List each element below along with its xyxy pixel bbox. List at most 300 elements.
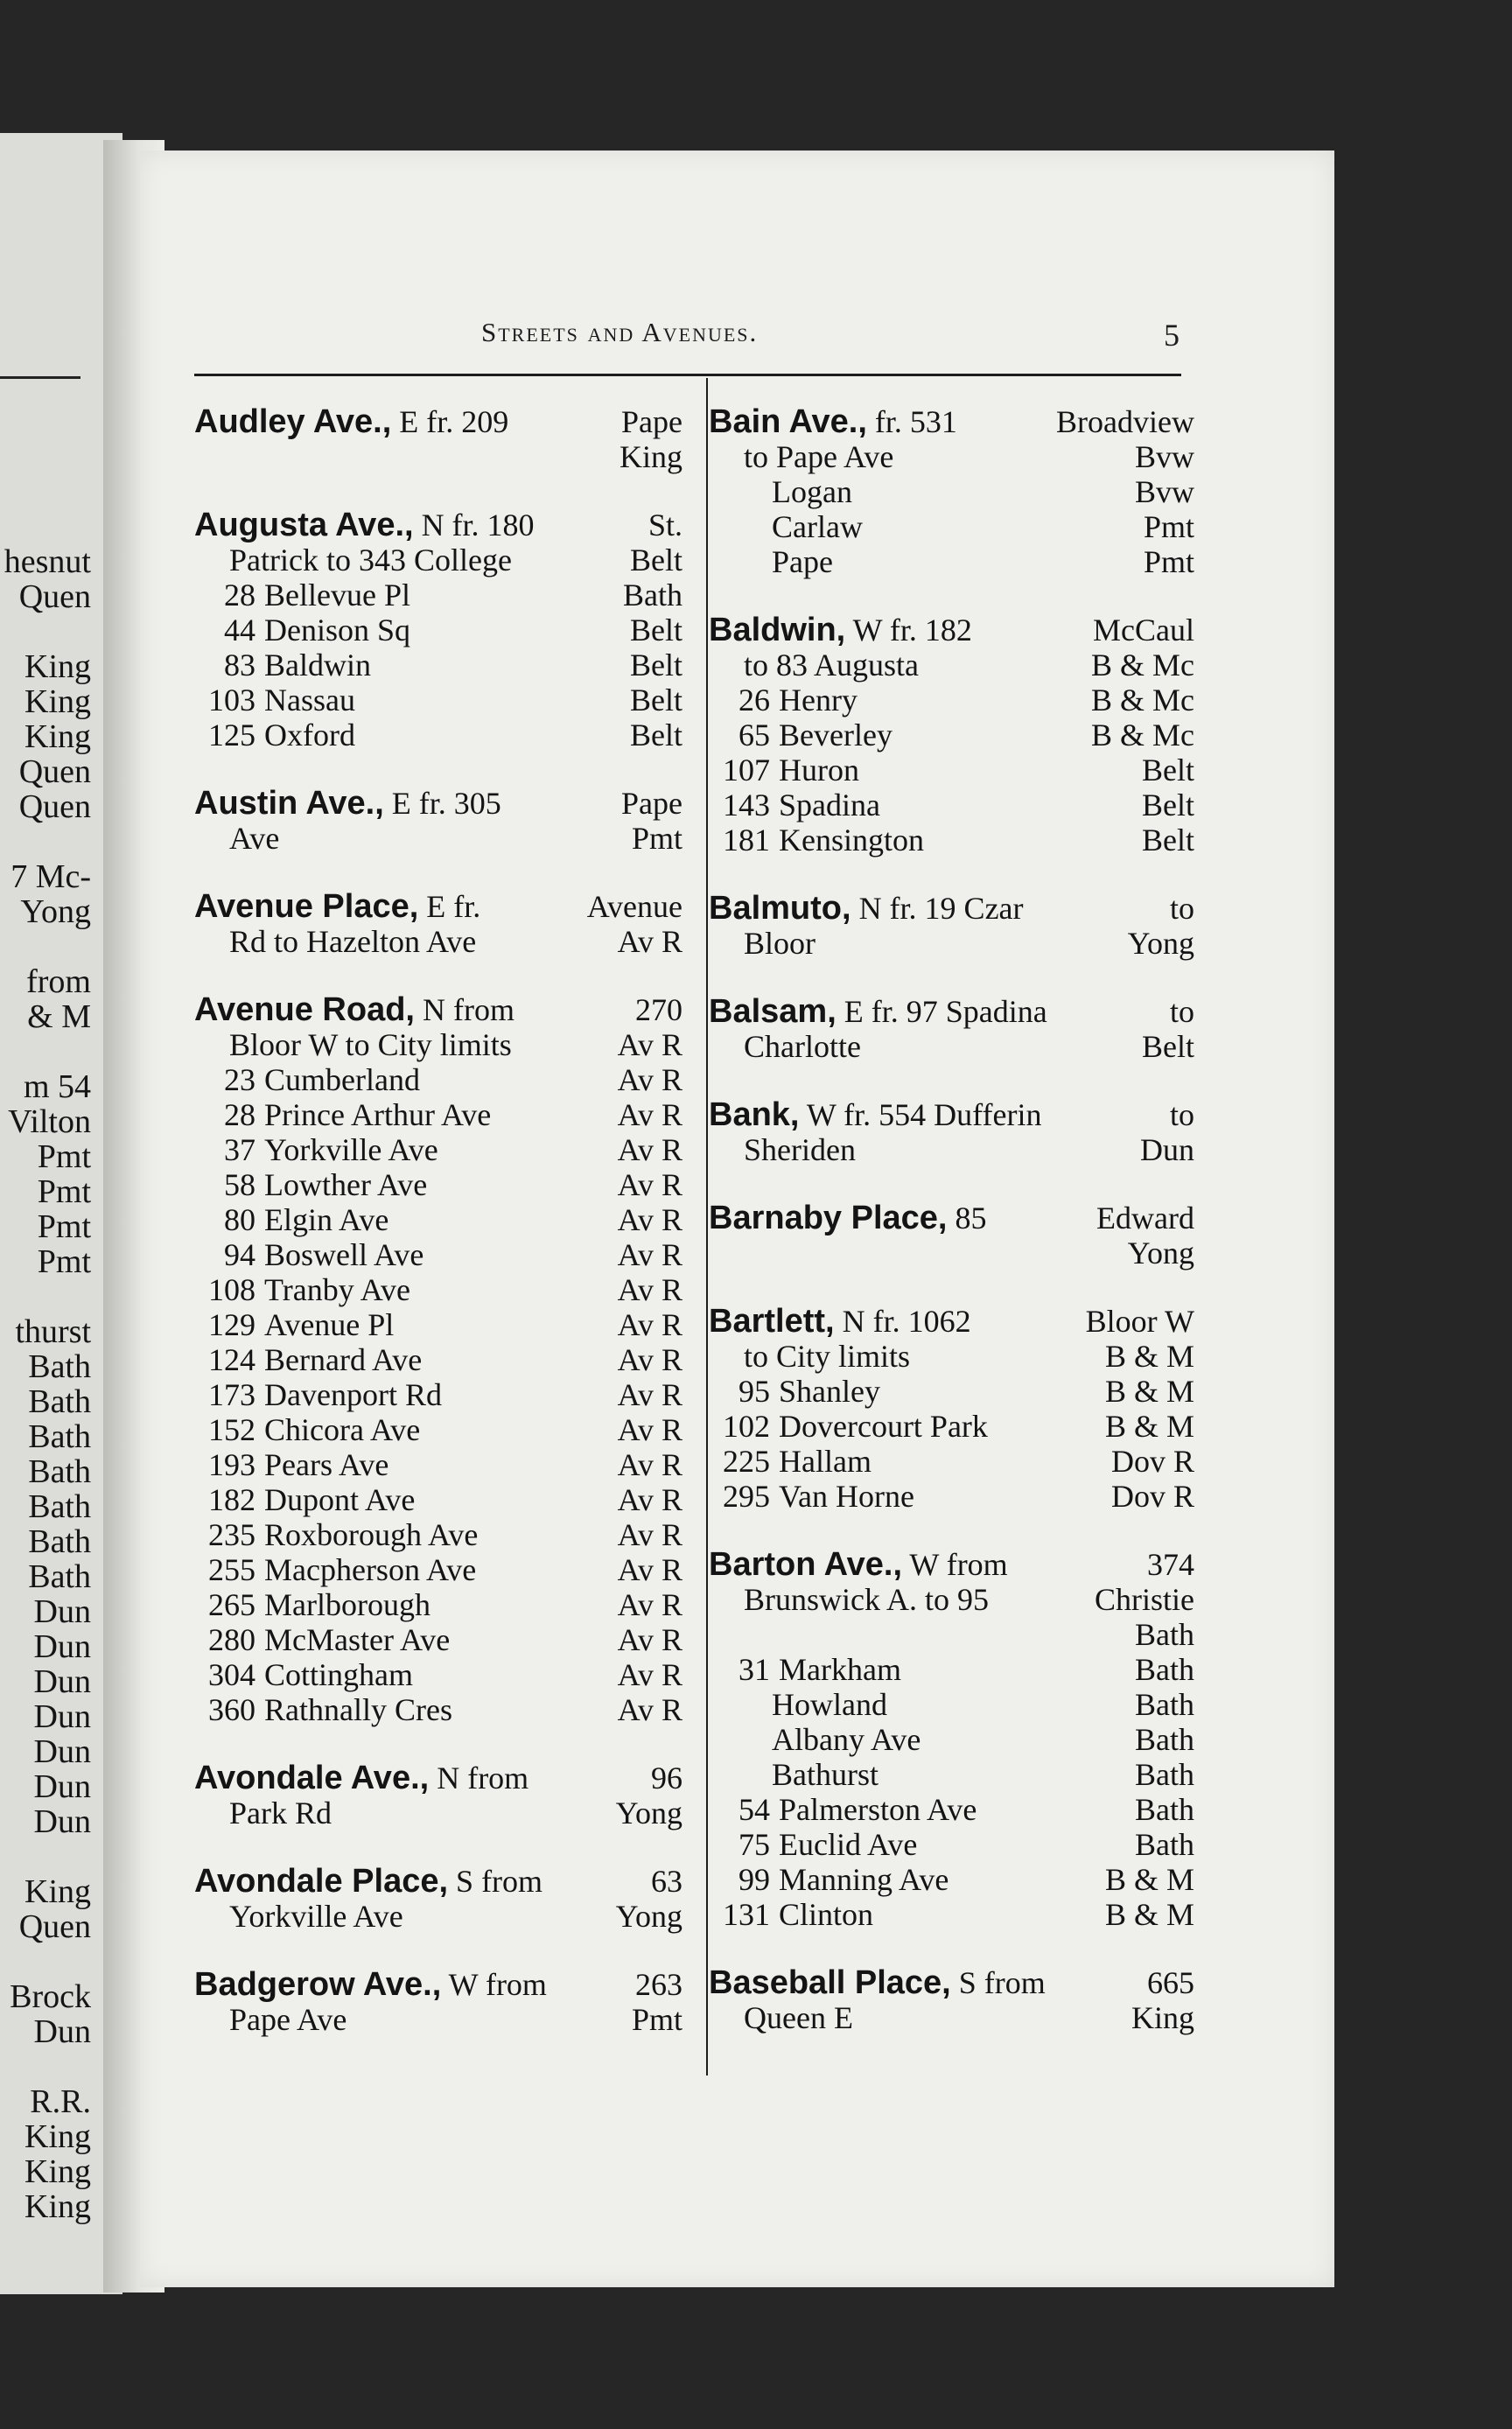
district-code: Belt (1142, 788, 1194, 822)
street-number: 143 (723, 788, 770, 822)
district-code: Av R (617, 1307, 682, 1342)
line-text: Cottingham (264, 1657, 413, 1692)
district-code: Av R (617, 1622, 682, 1657)
district-code: 270 (635, 992, 682, 1027)
street-name: Baldwin, (709, 612, 846, 648)
line-text-group (709, 1409, 1095, 1444)
facing-page-fragment: Vilton (8, 1104, 91, 1139)
district-code: Belt (1142, 752, 1194, 788)
cross-street-line (194, 718, 682, 752)
facing-page-fragment: Bath (28, 1524, 91, 1559)
entry-heading-line (709, 1097, 1194, 1132)
cross-street-line (709, 1479, 1194, 1514)
street-entry (194, 889, 682, 959)
district-code: to (1169, 1097, 1194, 1132)
cross-street-line (194, 1622, 682, 1657)
cross-street-line (194, 1062, 682, 1097)
line-text: to Pape Ave (744, 439, 894, 474)
street-entry (709, 891, 1194, 961)
line-text-group (194, 404, 611, 439)
line-text-group (194, 889, 577, 924)
line-text-group (194, 1517, 607, 1552)
cross-street-line (194, 682, 682, 718)
entry-heading-line (194, 992, 682, 1027)
line-text: Baldwin (264, 648, 371, 682)
street-name: Avondale Ave., (194, 1760, 430, 1796)
district-code: Av R (617, 1482, 682, 1517)
street-number: 28 (224, 578, 256, 612)
street-number: 181 (723, 822, 770, 858)
line-text-group (194, 1062, 607, 1097)
line-text-group (709, 1687, 1124, 1722)
line-text: Bathurst (772, 1757, 878, 1792)
line-text: Rathnally Cres (264, 1692, 452, 1727)
line-text: Bloor W to City limits (229, 1027, 512, 1062)
district-code: Belt (630, 648, 682, 682)
line-text: Dovercourt Park (779, 1409, 988, 1444)
line-text: McMaster Ave (264, 1622, 451, 1657)
facing-page-fragment (0, 1034, 91, 1069)
line-text-group (709, 1200, 1086, 1236)
line-text-group (194, 1657, 607, 1692)
street-number: 182 (208, 1482, 256, 1517)
entry-line (709, 1582, 1194, 1617)
street-name: Avenue Place, (194, 889, 419, 924)
line-text: W fr. 182 (852, 612, 972, 648)
line-text-group (709, 1097, 1159, 1132)
district-code: Edward (1096, 1200, 1194, 1236)
street-entry (194, 1967, 682, 2037)
street-number: 193 (208, 1447, 256, 1482)
facing-page-fragment: Pmt (37, 1209, 91, 1244)
district-code: Av R (617, 1552, 682, 1587)
line-text: N fr. 180 (421, 508, 535, 542)
facing-page-fragment: Bath (28, 1419, 91, 1454)
entry-line (709, 474, 1194, 509)
street-number: 65 (738, 718, 770, 752)
street-number: 280 (208, 1622, 256, 1657)
cross-street-line (194, 1377, 682, 1412)
facing-page-fragment: Dun (33, 1734, 91, 1769)
entry-line (709, 2000, 1194, 2035)
header-rule (194, 374, 1181, 376)
street-entry (194, 508, 682, 752)
district-code: Av R (617, 1062, 682, 1097)
district-code: Dov R (1110, 1444, 1194, 1479)
street-name: Barnaby Place, (709, 1200, 948, 1236)
street-entry (194, 404, 682, 474)
line-text: to 83 Augusta (744, 648, 920, 682)
line-text: N fr. 1062 (842, 1304, 971, 1339)
line-text: Pape Ave (229, 2002, 347, 2037)
street-name: Bain Ave., (709, 404, 867, 439)
cross-street-line (194, 648, 682, 682)
line-text-group (194, 1377, 607, 1412)
entry-line (194, 924, 682, 959)
facing-page-fragment: King (24, 719, 91, 754)
entry-heading-line (709, 1200, 1194, 1236)
entry-line (709, 1687, 1194, 1722)
facing-page-fragment: Quen (18, 1909, 91, 1944)
entry-heading-line (709, 1304, 1194, 1339)
street-number: 26 (738, 682, 770, 718)
district-code: Av R (617, 1027, 682, 1062)
line-text-group (194, 1027, 607, 1062)
running-head: Streets and Avenues. (481, 317, 759, 347)
line-text-group (709, 1757, 1124, 1792)
cross-street-line (194, 1097, 682, 1132)
street-number: 94 (224, 1237, 256, 1272)
street-number: 95 (738, 1374, 770, 1409)
entry-heading-line (194, 889, 682, 924)
line-text: Logan (772, 474, 852, 509)
line-text: W fr. 554 Dufferin (806, 1097, 1042, 1132)
street-number: 54 (738, 1792, 770, 1827)
facing-page-fragment: Pmt (37, 1244, 91, 1279)
line-text-group (709, 752, 1131, 788)
line-text-group (194, 1692, 607, 1727)
cross-street-line (194, 612, 682, 648)
line-text: N from (422, 992, 514, 1027)
entry-line (194, 542, 682, 578)
street-entry (709, 1304, 1194, 1514)
line-text: Clinton (779, 1897, 874, 1932)
line-text: Patrick to 343 College (229, 542, 512, 578)
street-number: 235 (208, 1517, 256, 1552)
line-text-group (709, 1652, 1124, 1687)
entry-line (194, 821, 682, 856)
line-text-group (194, 1167, 607, 1202)
district-code: B & Mc (1090, 718, 1194, 752)
entry-heading-line (709, 1965, 1194, 2000)
cross-street-line (709, 1652, 1194, 1687)
district-code: to (1169, 994, 1194, 1029)
line-text: Marlborough (264, 1587, 430, 1622)
street-number: 304 (208, 1657, 256, 1692)
cross-street-line (709, 1897, 1194, 1932)
street-entry (709, 1547, 1194, 1932)
district-code: Pape (621, 786, 682, 821)
facing-page-fragment: Dun (33, 1629, 91, 1664)
district-code: B & M (1104, 1339, 1194, 1374)
facing-page-fragment: thurst (15, 1314, 91, 1349)
district-code: Bath (1135, 1827, 1194, 1862)
line-text-group (709, 509, 1133, 544)
district-code: 96 (651, 1760, 682, 1796)
facing-page-fragment: m 54 (23, 1069, 91, 1104)
district-code: Yong (1127, 926, 1194, 961)
line-text: E fr. 209 (399, 404, 509, 439)
line-text: Davenport Rd (264, 1377, 442, 1412)
line-text-group (194, 1796, 606, 1830)
line-text-group (709, 682, 1081, 718)
district-code: King (620, 439, 682, 474)
line-text-group (709, 926, 1117, 961)
street-name: Audley Ave., (194, 404, 392, 439)
district-code: 263 (635, 1967, 682, 2002)
line-text-group (709, 1339, 1095, 1374)
line-text: Denison Sq (264, 612, 411, 648)
line-text: Avenue Pl (264, 1307, 395, 1342)
line-text: Huron (779, 752, 859, 788)
line-text-group (709, 1965, 1137, 2000)
facing-page-fragment: Dun (33, 1664, 91, 1699)
facing-page-fragment: 7 Mc- (10, 859, 91, 894)
facing-page-fragment: Pmt (37, 1174, 91, 1209)
district-code: Bath (623, 578, 682, 612)
street-entry (194, 992, 682, 1727)
cross-street-line (709, 788, 1194, 822)
district-code: 63 (651, 1864, 682, 1899)
street-number: 37 (224, 1132, 256, 1167)
district-code: Belt (630, 612, 682, 648)
facing-page-fragment: Quen (18, 754, 91, 789)
district-code: Belt (630, 682, 682, 718)
facing-page-fragment: Bath (28, 1454, 91, 1489)
line-text: Bellevue Pl (264, 578, 410, 612)
entry-line (709, 1029, 1194, 1064)
line-text-group (194, 1447, 607, 1482)
entry-heading-line (709, 404, 1194, 439)
line-text-group (194, 508, 638, 542)
entry-line (709, 1757, 1194, 1792)
line-text: Yorkville Ave (264, 1132, 438, 1167)
entry-heading-line (194, 1864, 682, 1899)
line-text-group (194, 1622, 607, 1657)
line-text: Ave (229, 821, 280, 856)
line-text: Albany Ave (772, 1722, 921, 1757)
street-number: 103 (208, 682, 256, 718)
street-name: Avondale Place, (194, 1864, 449, 1899)
facing-page-fragment (0, 824, 91, 859)
facing-page-fragment: Dun (33, 1699, 91, 1734)
street-number: 58 (224, 1167, 256, 1202)
line-text-group (194, 612, 620, 648)
facing-page-fragment: Brock (10, 1979, 91, 2014)
line-text-group (709, 1374, 1095, 1409)
facing-page-fragment: Dun (33, 1594, 91, 1629)
district-code: Av R (617, 1132, 682, 1167)
line-text-group (709, 1792, 1124, 1827)
entry-line (709, 648, 1194, 682)
street-entry (709, 1965, 1194, 2035)
cross-street-line (194, 1307, 682, 1342)
cross-street-line (194, 1237, 682, 1272)
page-number: 5 (1164, 318, 1180, 353)
cross-street-line (194, 1587, 682, 1622)
district-code: Pmt (1143, 509, 1194, 544)
street-name: Barton Ave., (709, 1547, 903, 1582)
line-text: E fr. 305 (391, 786, 501, 821)
line-text-group (194, 1097, 607, 1132)
directory-page (140, 150, 1334, 2287)
line-text-group (194, 1202, 607, 1237)
district-code: Av R (617, 1657, 682, 1692)
line-text: W from (448, 1967, 547, 2002)
street-entry (709, 994, 1194, 1064)
entry-line (709, 926, 1194, 961)
street-number: 360 (208, 1692, 256, 1727)
line-text: S from (958, 1965, 1046, 2000)
line-text-group (709, 648, 1081, 682)
line-text-group (194, 786, 611, 821)
facing-page-fragment: Pmt (37, 1139, 91, 1174)
column-divider (706, 378, 708, 2076)
cross-street-line (709, 682, 1194, 718)
line-text: Nassau (264, 682, 355, 718)
line-text-group (194, 682, 620, 718)
line-text: fr. 531 (874, 404, 957, 439)
street-name: Avenue Road, (194, 992, 415, 1027)
entry-line (709, 1722, 1194, 1757)
district-code: Pmt (1143, 544, 1194, 579)
district-code: Broadview (1056, 404, 1194, 439)
line-text-group (709, 994, 1159, 1029)
street-name: Baseball Place, (709, 1965, 951, 2000)
facing-page-fragment: King (24, 2119, 91, 2154)
entry-heading-line (194, 1967, 682, 2002)
line-text: Markham (779, 1652, 901, 1687)
district-code: Belt (1142, 822, 1194, 858)
street-number: 31 (738, 1652, 770, 1687)
entry-line (709, 1132, 1194, 1167)
district-code: 665 (1147, 1965, 1194, 2000)
street-entry (709, 1097, 1194, 1167)
street-number: 28 (224, 1097, 256, 1132)
line-text-group (194, 648, 620, 682)
line-text-group (194, 1899, 606, 1934)
street-number: 295 (723, 1479, 770, 1514)
line-text-group (194, 1482, 607, 1517)
line-text: Prince Arthur Ave (264, 1097, 492, 1132)
line-text: Bloor (744, 926, 816, 961)
line-text: Roxborough Ave (264, 1517, 479, 1552)
line-text: Tranby Ave (264, 1272, 411, 1307)
district-code: Pmt (631, 821, 682, 856)
district-code: Belt (630, 542, 682, 578)
entry-heading-line (709, 1547, 1194, 1582)
street-number: 152 (208, 1412, 256, 1447)
district-code: B & Mc (1090, 648, 1194, 682)
line-text: to City limits (744, 1339, 911, 1374)
cross-street-line (194, 1692, 682, 1727)
district-code: Belt (1142, 1029, 1194, 1064)
entry-heading-line (709, 994, 1194, 1029)
district-code: Yong (615, 1796, 682, 1830)
line-text-group (709, 1862, 1095, 1897)
street-name: Balmuto, (709, 891, 851, 926)
district-code: Avenue (586, 889, 682, 924)
line-text-group (194, 2002, 621, 2037)
facing-page-fragments (0, 544, 91, 2224)
line-text-group (709, 1132, 1130, 1167)
cross-street-line (194, 1657, 682, 1692)
cross-street-line (709, 1827, 1194, 1862)
line-text: Lowther Ave (264, 1167, 428, 1202)
line-text: Queen E (744, 2000, 853, 2035)
district-code: Av R (617, 1447, 682, 1482)
district-code: Av R (617, 924, 682, 959)
line-text-group (194, 542, 620, 578)
entry-line (194, 1796, 682, 1830)
cross-street-line (194, 1412, 682, 1447)
cross-street-line (709, 1792, 1194, 1827)
entry-heading-line (709, 612, 1194, 648)
district-code: Av R (617, 1167, 682, 1202)
line-text: Park Rd (229, 1796, 332, 1830)
line-text: Van Horne (779, 1479, 914, 1514)
line-text-group (709, 788, 1131, 822)
facing-page-fragment: Yong (20, 894, 91, 929)
district-code: Bvw (1134, 439, 1194, 474)
line-text-group (709, 439, 1124, 474)
line-text-group (709, 1897, 1095, 1932)
line-text: S from (456, 1864, 543, 1899)
facing-page-fragment: hesnut (4, 544, 91, 579)
facing-page-fragment: R.R. (30, 2084, 91, 2119)
cross-street-line (709, 752, 1194, 788)
line-text: Henry (779, 682, 858, 718)
entry-line (709, 1339, 1194, 1374)
facing-page-fragment (0, 1944, 91, 1979)
cross-street-line (194, 1342, 682, 1377)
line-text: Boswell Ave (264, 1237, 424, 1272)
line-text-group (709, 718, 1081, 752)
cross-street-line (194, 1132, 682, 1167)
facing-page-fragment: Bath (28, 1349, 91, 1384)
street-number: 255 (208, 1552, 256, 1587)
facing-page-fragment: Quen (18, 789, 91, 824)
line-text-group (194, 924, 607, 959)
line-text-group (709, 404, 1046, 439)
district-code: Av R (617, 1692, 682, 1727)
facing-page-fragment: King (24, 2189, 91, 2224)
line-text: Brunswick A. to 95 (744, 1582, 990, 1617)
line-text: Sheriden (744, 1132, 856, 1167)
district-code: Bath (1135, 1652, 1194, 1687)
district-code: 374 (1147, 1547, 1194, 1582)
district-code: Bath (1135, 1687, 1194, 1722)
line-text-group (194, 1587, 607, 1622)
district-code: Bath (1135, 1722, 1194, 1757)
entry-line (194, 439, 682, 474)
street-number: 44 (224, 612, 256, 648)
cross-street-line (194, 1552, 682, 1587)
street-entry (709, 404, 1194, 579)
street-name: Badgerow Ave., (194, 1967, 442, 2002)
facing-page-fragment: King (24, 2154, 91, 2189)
line-text-group (709, 1029, 1131, 1064)
facing-page-fragment: Bath (28, 1489, 91, 1524)
line-text: Kensington (779, 822, 924, 858)
line-text: E fr. 97 Spadina (844, 994, 1047, 1029)
line-text: Howland (772, 1687, 887, 1722)
entry-line (709, 509, 1194, 544)
facing-page-fragment: from (26, 964, 91, 999)
cross-street-line (709, 1409, 1194, 1444)
entry-line (194, 2002, 682, 2037)
cross-street-line (709, 1374, 1194, 1409)
cross-street-line (194, 1517, 682, 1552)
line-text: N from (437, 1760, 529, 1796)
district-code: Av R (617, 1237, 682, 1272)
entry-heading-line (194, 786, 682, 821)
line-text: Spadina (779, 788, 880, 822)
facing-page-fragment: Dun (33, 1769, 91, 1804)
line-text-group (194, 1132, 607, 1167)
district-code: Yong (1127, 1236, 1194, 1270)
street-number: 265 (208, 1587, 256, 1622)
